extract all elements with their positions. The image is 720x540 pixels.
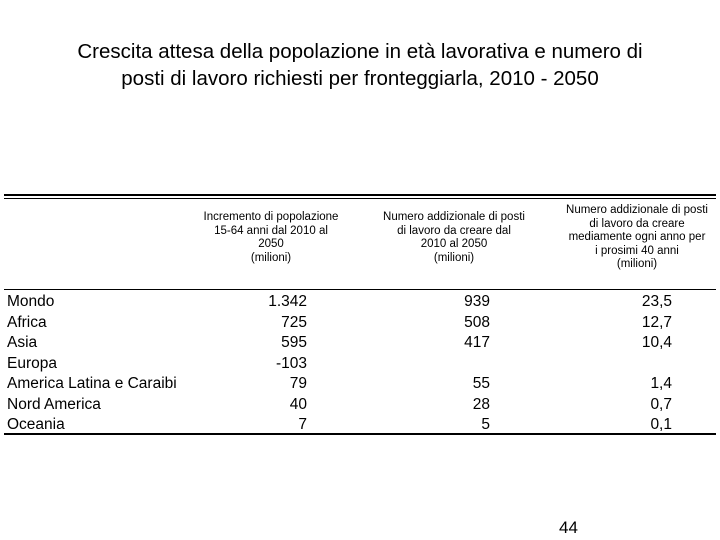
jobs-per-year-value: 12,7 [641, 313, 672, 331]
jobs-total-value: 508 [464, 313, 490, 331]
jobs-per-year-value: 23,5 [641, 293, 672, 310]
table-top-rule [4, 194, 716, 196]
region-name: Europa [7, 354, 57, 372]
region-name: America Latina e Caraibi [7, 375, 177, 392]
header-jobs-per-year-line: i prosimi 40 anni [595, 244, 679, 257]
pop-increase-value: 79 [289, 375, 307, 392]
title-line-1: Crescita attesa della popolazione in età lavorativa e numero di [77, 40, 643, 63]
header-pop-increase [191, 211, 351, 265]
header-jobs-total-line: (milioni) [433, 251, 475, 264]
table-row-asia [0, 334, 720, 354]
header-jobs-total-line: di lavoro da creare dal [397, 224, 511, 237]
header-jobs-total [370, 211, 538, 265]
table-top-rule-inner [4, 198, 716, 199]
title-line-2: posti di lavoro richiesti per fronteggiarla, 2010 - 2050 [121, 67, 599, 90]
pop-increase-value: -103 [275, 354, 307, 372]
header-jobs-per-year [556, 204, 718, 272]
header-pop-increase-line: 15-64 anni dal 2010 al [214, 224, 328, 237]
jobs-total-value: 55 [472, 375, 490, 392]
header-jobs-per-year-line: mediamente ogni anno per [568, 231, 706, 244]
table-row-nord-america [0, 396, 720, 416]
table-row-america-latina [0, 375, 720, 395]
header-jobs-per-year-line: (milioni) [616, 258, 658, 271]
region-name: Asia [7, 334, 38, 351]
region-name: Africa [7, 313, 47, 331]
region-name: Nord America [7, 395, 101, 413]
header-pop-increase-line: (milioni) [250, 251, 292, 264]
header-jobs-total-line: Numero addizionale di posti [383, 211, 525, 223]
jobs-per-year-value: 0,7 [650, 395, 672, 413]
pop-increase-value: 40 [289, 395, 307, 413]
page-number: 44 [559, 518, 578, 537]
jobs-per-year-value: 1,4 [650, 375, 672, 392]
table-row-mondo [0, 293, 720, 313]
jobs-per-year-value: 0,1 [650, 416, 672, 433]
header-divider [4, 289, 716, 290]
table-row-africa [0, 314, 720, 334]
jobs-per-year-value: 10,4 [641, 334, 672, 351]
header-jobs-per-year-line: di lavoro da creare [589, 217, 685, 230]
slide-title [0, 38, 720, 92]
jobs-total-value: 939 [464, 293, 490, 310]
header-pop-increase-line: 2050 [258, 238, 284, 251]
jobs-total-value: 28 [472, 395, 490, 413]
header-jobs-per-year-line: Numero addizionale di posti [566, 204, 708, 216]
pop-increase-value: 1.342 [268, 293, 307, 310]
header-jobs-total-line: 2010 al 2050 [420, 238, 488, 251]
header-pop-increase-line: Incremento di popolazione [203, 211, 339, 223]
jobs-total-value: 417 [464, 334, 490, 351]
region-name: Mondo [7, 293, 55, 310]
table-bottom-rule [4, 433, 716, 435]
pop-increase-value: 595 [281, 334, 307, 351]
table-row-europa [0, 355, 720, 375]
jobs-total-value: 5 [481, 416, 490, 433]
pop-increase-value: 725 [281, 313, 307, 331]
pop-increase-value: 7 [298, 416, 307, 433]
region-name: Oceania [7, 416, 65, 433]
